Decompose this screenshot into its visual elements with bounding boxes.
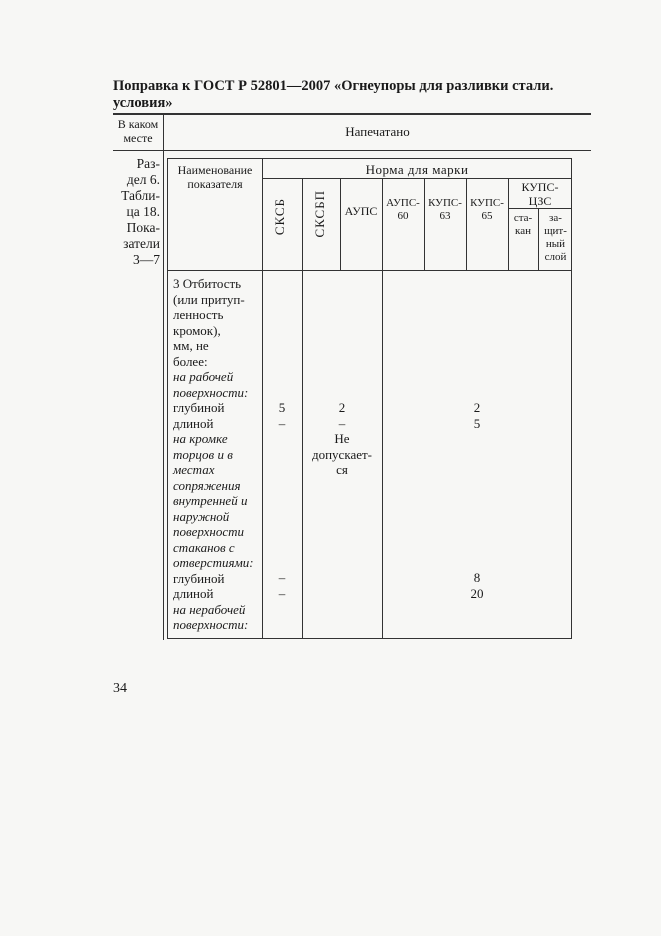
inner-bottom-rule [167,638,572,639]
value-scsb-length-2: – [278,586,286,601]
list-item: отверстиями: [173,555,254,570]
value-kups-depth: 2 [473,400,481,415]
location-text: Раз- дел 6. Табли- ца 18. Пока- затели 3—7 [121,156,160,267]
inner-left-rule [167,158,168,639]
value-kups-depth-2: 8 [473,570,481,585]
doc-title [113,78,553,112]
inner-header-rule [167,270,572,271]
norm-header: Норма для марки [365,162,469,177]
brand-aups60: АУПС- 60 [386,197,420,222]
list-item: мм, не [173,338,209,353]
list-item: на рабочей [173,369,234,384]
list-item: более: [173,353,208,369]
list-item: 3 Отбитость [173,276,242,291]
value-scsb-depth: 5 [278,400,286,415]
page-number: 34 [113,681,127,696]
list-item: поверхности: [173,617,249,632]
brand-aups: АУПС [344,204,378,218]
value-kups-length-2: 20 [470,586,484,601]
value-scsbp-aups-depth: 2 [338,400,346,415]
brand-scsb: СКСБ [272,198,287,236]
brand-scsbp: СКСБП [312,190,327,238]
brand-kups63: КУПС- 63 [428,197,462,222]
col-divider-5 [466,178,467,270]
value-scsbp-aups-length: – [338,415,346,431]
outer-header-rule [113,150,591,151]
value-kups-length: 5 [473,415,481,431]
indicator-header: Наименование показателя [177,163,253,191]
col-divider-2 [340,178,341,270]
list-item: наружной [173,508,230,524]
list-item: кромок), [173,322,221,338]
indicator-divider [262,158,263,639]
value-scsbp-aups-note: Не допускает- ся [311,431,372,477]
brand-zashchitny-sloy: за- щит- ный слой [544,212,567,263]
title-line-1: Поправка к ГОСТ Р 52801—2007 «Огнеупоры для разливки стали. [113,78,554,94]
list-item: на кромке [173,431,228,446]
list-item: длиной [173,415,214,431]
list-item: (или притуп- [173,291,245,307]
brand-kups65: КУПС- 65 [470,197,504,222]
inner-top-rule [167,158,572,159]
outer-top-rule [113,113,591,115]
outer-col-divider [163,114,164,640]
list-item: поверхности [173,524,245,539]
value-scsb-depth-2: – [278,570,286,585]
norm-rule [262,178,572,179]
kupsczs-rule [508,208,572,209]
outer-header-place: В каком месте [117,117,159,145]
list-item: глубиной [173,570,225,586]
list-item: внутренней и [173,493,248,508]
list-item: стаканов с [173,539,235,555]
col-divider-4 [424,178,425,270]
list-item: длиной [173,586,214,601]
outer-header-printed: Напечатано [345,124,410,139]
list-item: местах [173,462,215,477]
list-item: сопряжения [173,477,241,493]
list-item: поверхности: [173,384,249,400]
list-item: ленность [173,307,224,322]
brand-kupsczs: КУПС- ЦЗС [521,180,559,208]
list-item: на нерабочей [173,601,246,617]
list-item: торцов и в [173,446,233,462]
title-line-2: условия» [113,95,173,111]
list-item: глубиной [173,400,225,415]
brand-stakan: ста- кан [513,212,533,237]
value-scsb-length: – [278,415,286,431]
